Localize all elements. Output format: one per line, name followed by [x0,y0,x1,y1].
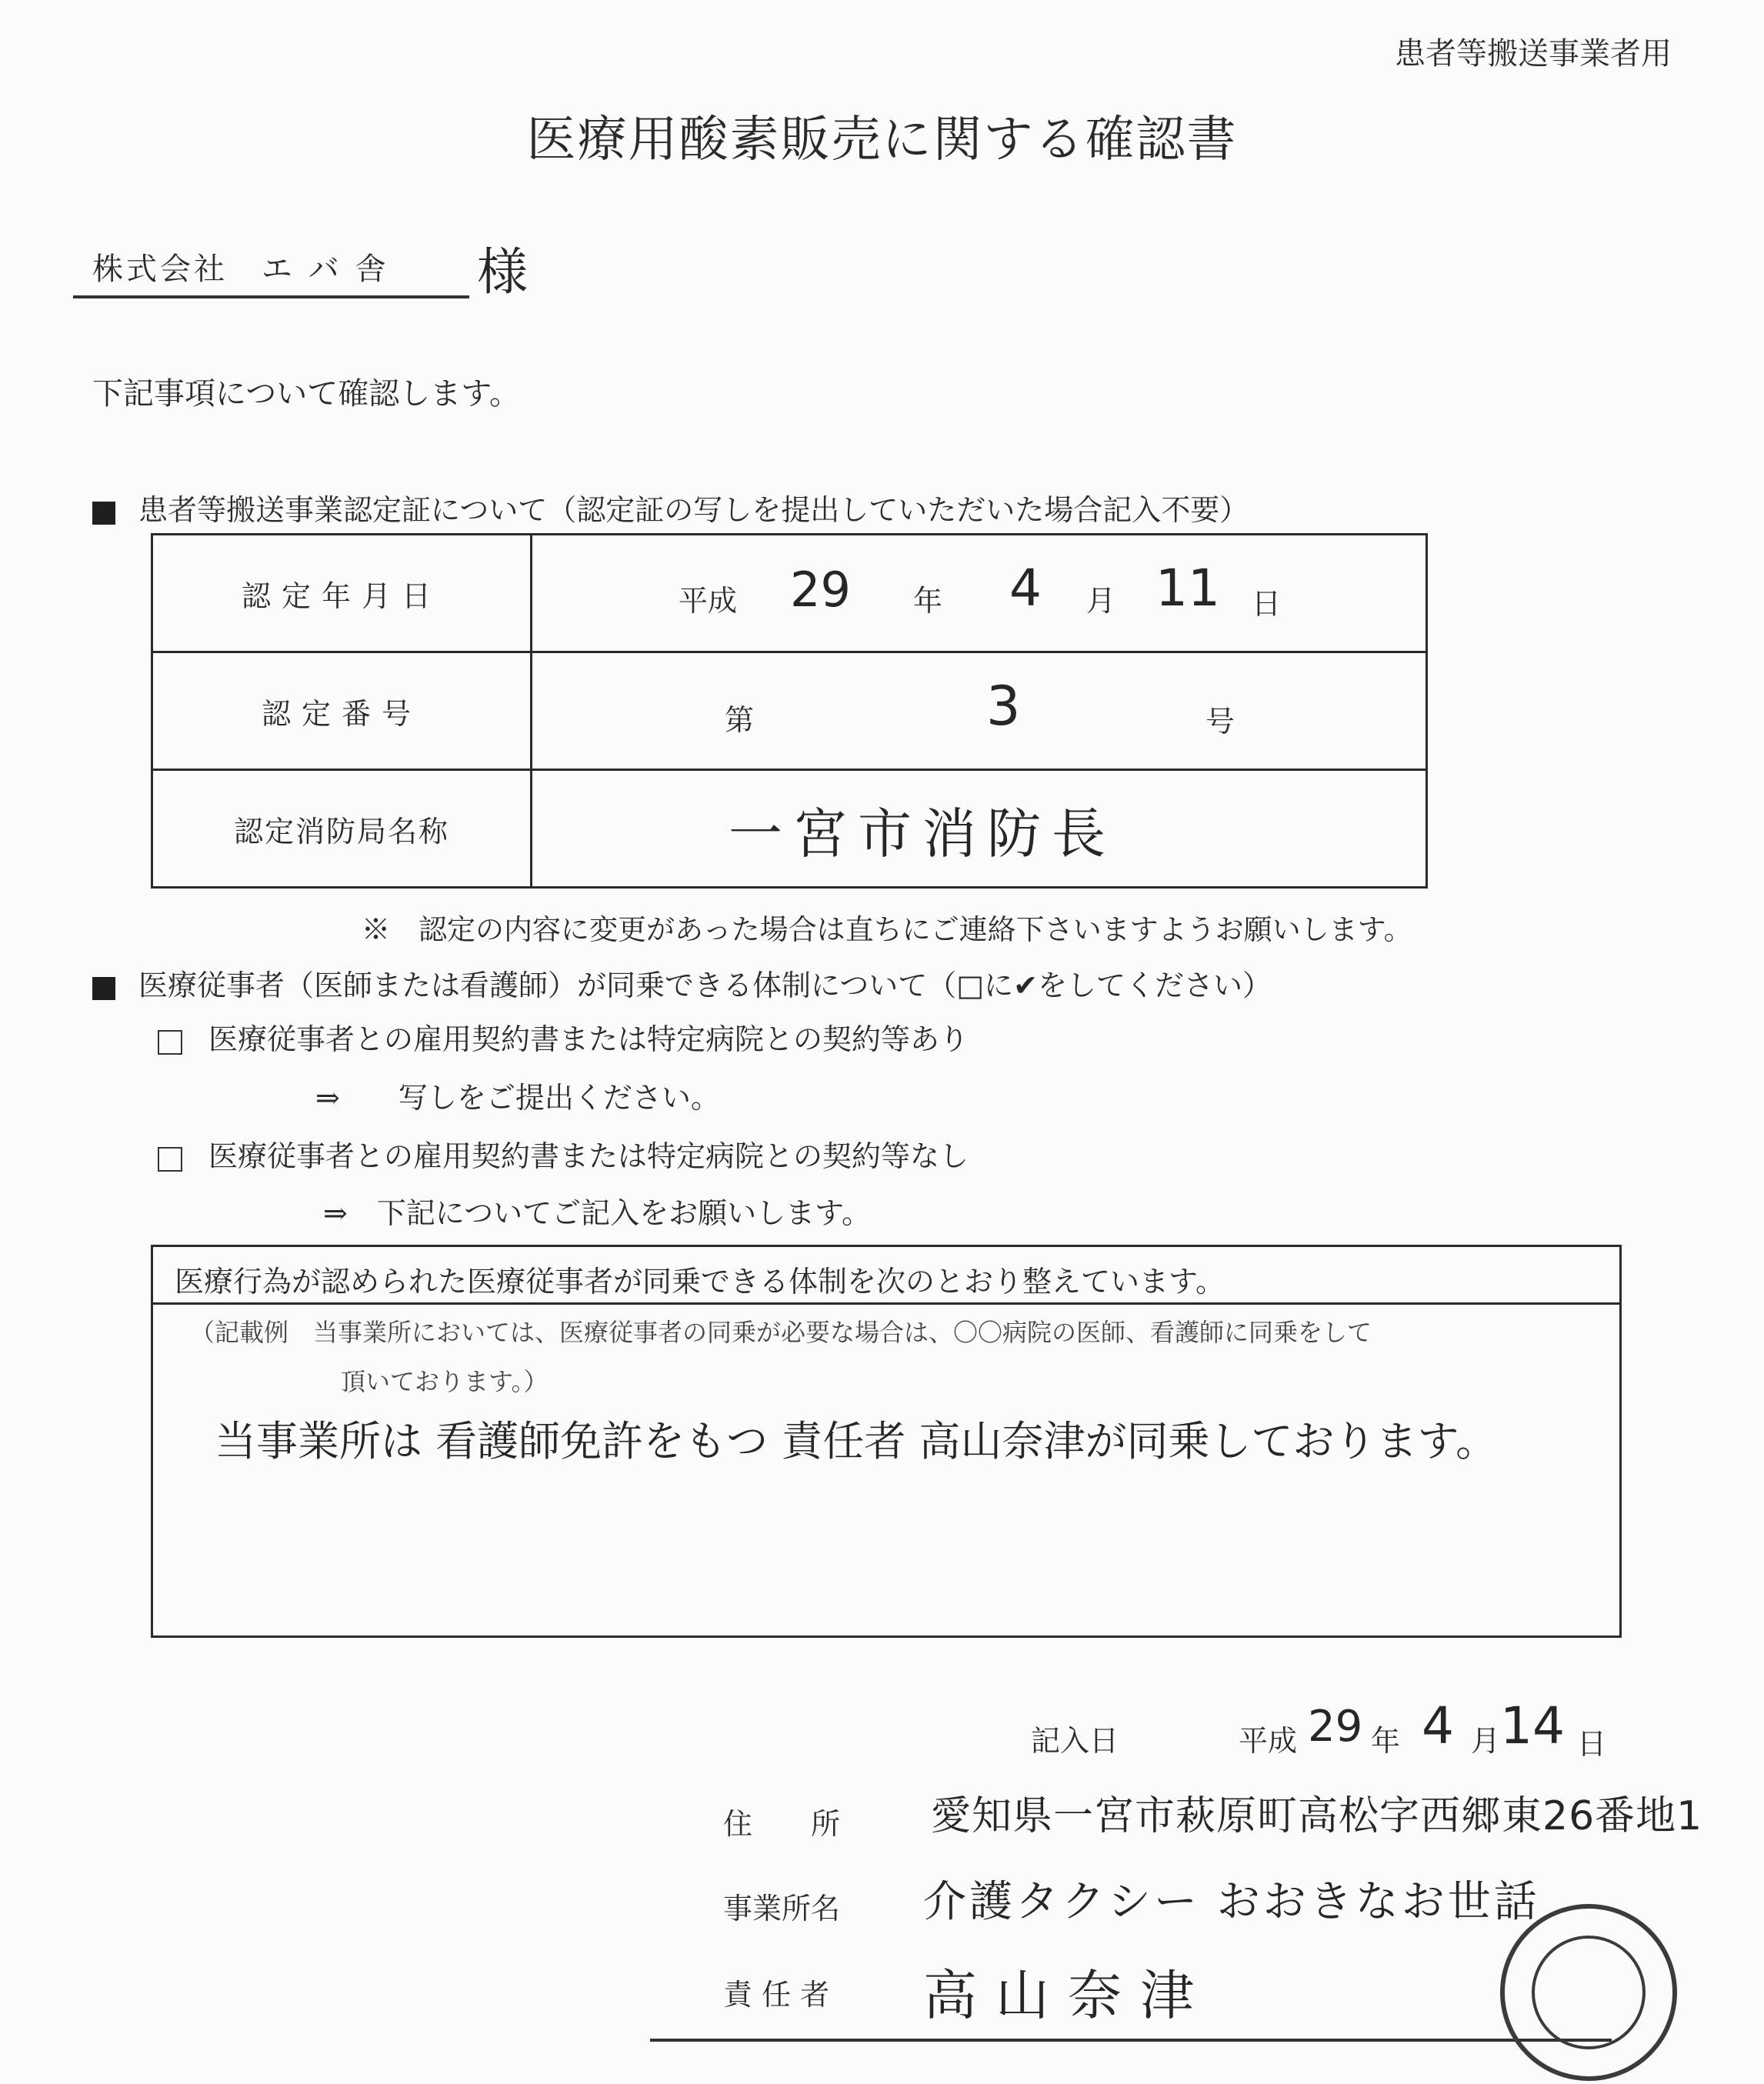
cert-year-hand: 29 [790,562,851,618]
entry-date-label: 記入日 [1031,1724,1119,1758]
option2-instruction: ⇒ 下記についてご記入をお願いします。 [323,1196,872,1230]
cert-number-label: 認定番号 [152,652,532,770]
detail-box-heading: 医療行為が認められた医療従事者が同乗できる体制を次のとおり整えています。 [175,1265,1225,1299]
cert-month-hand: 4 [1009,559,1042,618]
manager-name-text: 高山奈津 [923,1964,1212,2027]
form-type-tag: 患者等搬送事業者用 [1395,36,1672,72]
cert-office-hand: 一宮市消防長 [729,802,1116,865]
section2-heading-text: 医療従事者（医師または看護師）が同乗できる体制について（□に✔をしてください） [138,969,1272,1002]
seal-inner-ring [1532,1936,1646,2049]
addressee-honorific: 様 [477,242,528,302]
cert-number-value [532,652,1427,770]
entry-day-unit: 日 [1577,1727,1607,1761]
section1-heading [92,486,1249,529]
cert-date-value [532,535,1427,652]
office-name-label: 事業所名 [723,1892,841,1926]
entry-era: 平成 [1239,1724,1298,1758]
entry-month-unit: 月 [1471,1724,1501,1758]
entry-year-unit: 年 [1371,1724,1401,1758]
checkbox-contract-yes[interactable] [158,1030,182,1055]
cert-number-hand: 3 [986,675,1021,738]
office-name-hand: 介護タクシー おおきなお世話 [923,1877,1540,1927]
option-contract-yes [158,1015,969,1058]
signature-underline [650,2039,1612,2042]
option1-instruction: ⇒ 写しをご提出ください。 [315,1081,720,1115]
cert-date-label: 認定年月日 [152,535,532,652]
example-line-1: （記載例 当事業所においては、医療従事者の同乗が必要な場合は、〇〇病院の医師、看護師に同乗をして [190,1318,1372,1347]
year-unit: 年 [913,584,943,618]
cert-office-value [532,770,1427,888]
address-hand: 愛知県一宮市萩原町高松字西郷東26番地1 [931,1793,1703,1839]
entry-year-hand: 29 [1308,1702,1363,1752]
entry-month-hand: 4 [1422,1696,1454,1756]
change-notice: ※ 認定の内容に変更があった場合は直ちにご連絡下さいますようお願いします。 [362,913,1412,946]
addressee-company: 株式会社 エ バ 舎 [92,252,389,287]
option-contract-no [158,1132,969,1175]
section2-heading [92,962,1272,1004]
era-text: 平成 [679,584,738,618]
table-row [152,652,1427,770]
option1-text: 医療従事者との雇用契約書または特定病院との契約等あり [208,1022,969,1056]
company-seal-stamp [1500,1904,1677,2081]
table-row [152,535,1427,652]
checkbox-contract-no[interactable] [158,1147,182,1172]
staffing-detail-box [151,1245,1622,1638]
address-label: 住 所 [723,1807,841,1841]
document-title: 医療用酸素販売に関する確認書 [526,112,1238,168]
staffing-answer-hand: 当事業所は 看護師免許をもつ 責任者 高山奈津が同乗しております。 [215,1417,1498,1465]
manager-name-hand [923,1952,1212,2030]
month-unit: 月 [1086,584,1116,618]
option2-text: 医療従事者との雇用契約書または特定病院との契約等なし [208,1139,969,1173]
addressee-underline [73,295,469,298]
manager-label: 責 任 者 [723,1978,830,2012]
certification-table [151,533,1428,889]
table-row [152,770,1427,888]
cert-office-label: 認定消防局名称 [152,770,532,888]
number-suffix: 号 [1205,705,1235,739]
intro-text: 下記事項について確認します。 [92,376,520,412]
square-bullet-icon [92,977,115,1000]
day-unit: 日 [1252,587,1282,621]
section1-heading-text: 患者等搬送事業認定証について（認定証の写しを提出していただいた場合記入不要） [138,493,1249,527]
number-prefix: 第 [725,703,755,737]
cert-day-hand: 11 [1155,559,1220,618]
example-line-2: 頂いております。） [341,1367,549,1396]
entry-day-hand: 14 [1500,1696,1565,1756]
square-bullet-icon [92,502,115,525]
detail-box-header [153,1247,1619,1305]
